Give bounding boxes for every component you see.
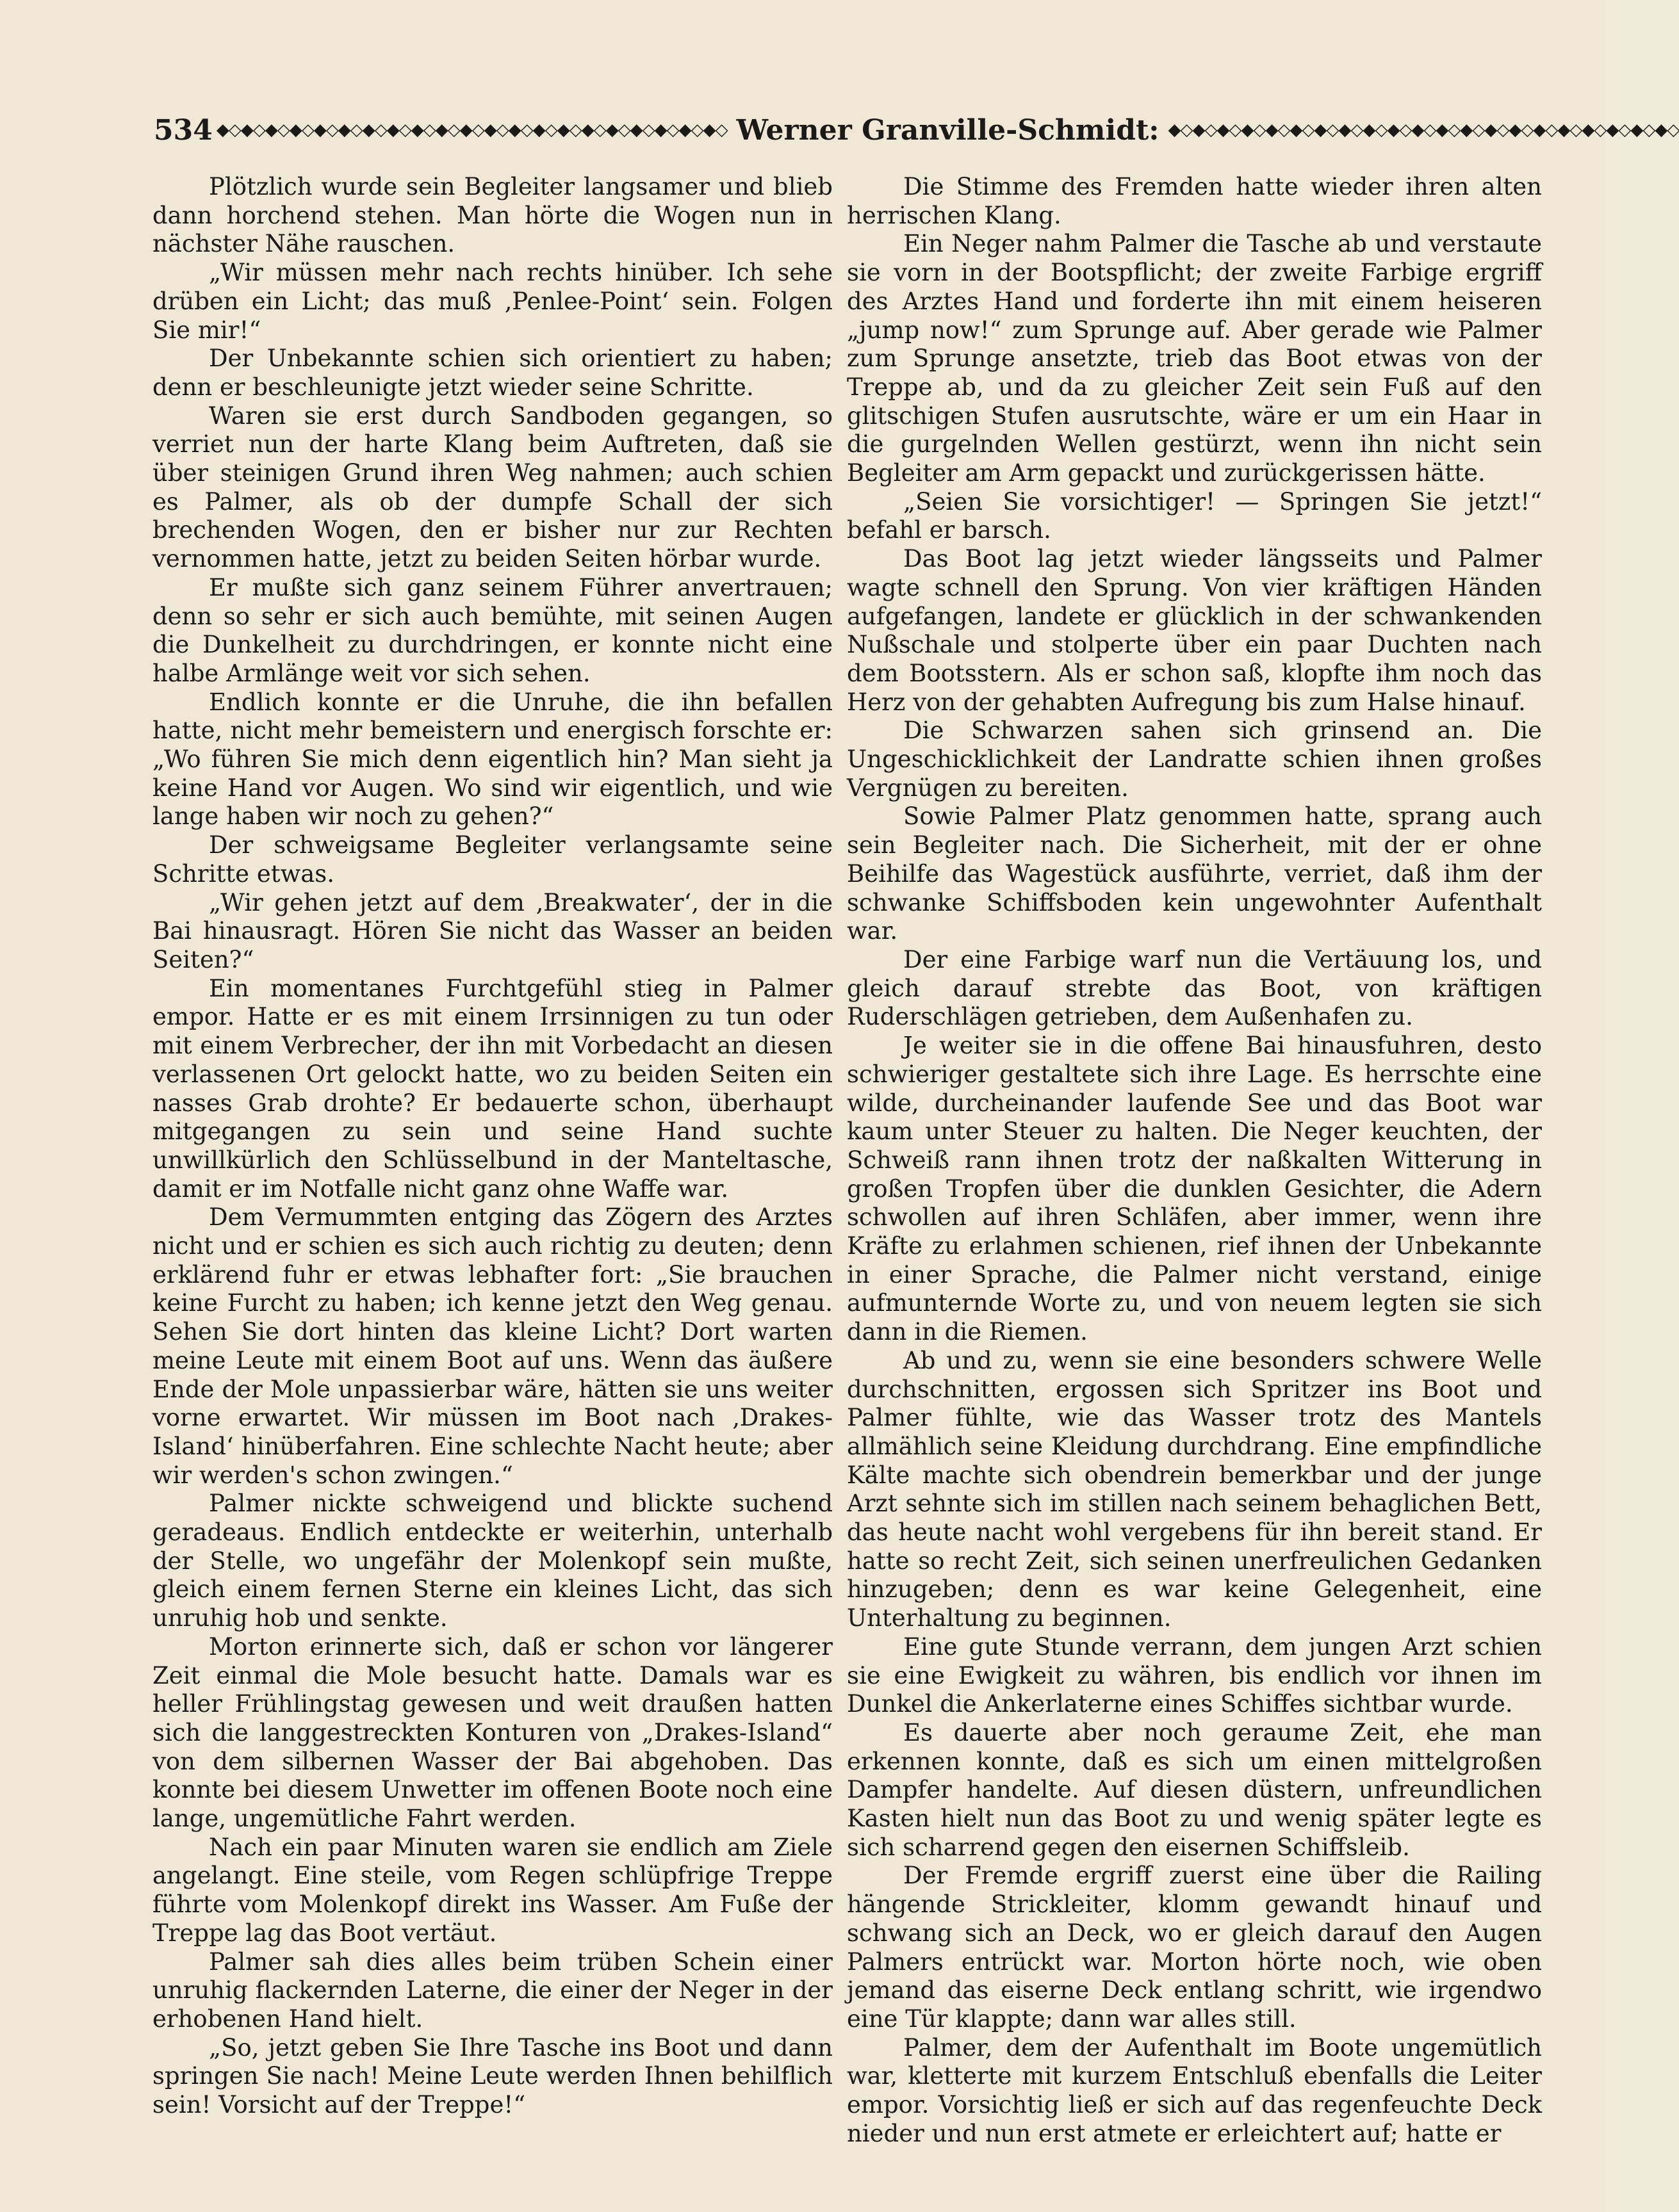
paragraph: Morton erinnerte sich, daß er schon vor längerer Zeit einmal die Mole besucht hatte. Damals war es heller Frühlingstag gewesen und weit draußen hatten sich die langgestreckten Konturen von „Drakes-Island“ von dem silbernen Wasser der Bai abgehoben. Das konnte bei diesem Unwetter im offenen Boote noch eine lange, ungemütliche Fahrt werden. [152,1632,833,1833]
paragraph: Palmer sah dies alles beim trüben Schein einer unruhig flackernden Laterne, die einer der Neger in der erhobenen Hand hielt. [152,1948,833,2033]
paragraph: Ab und zu, wenn sie eine besonders schwere Welle durchschnitten, ergossen sich Spritzer ins Boot und Palmer fühlte, wie das Wasser trotz des Mantels allmählich seine Kleidung durchdrang. Eine empfindliche Kälte machte sich obendrein bemerkbar und der junge Arzt sehnte sich im stillen nach seinem behaglichen Bett, das heute nacht wohl vergebens für ihn bereit stand. Er hatte so recht Zeit, sich seinen unerfreulichen Gedanken hinzugeben; denn es war keine Gelegenheit, eine Unterhaltung zu beginnen. [847,1346,1542,1632]
paragraph: Nach ein paar Minuten waren sie endlich am Ziele angelangt. Eine steile, vom Regen schlüpfrige Treppe führte vom Molenkopf direkt ins Wasser. Am Fuße der Treppe lag das Boot vertäut. [152,1833,833,1947]
paragraph: Waren sie erst durch Sandboden gegangen, so verriet nun der harte Klang beim Auftreten, daß sie über steinigen Grund ihren Weg nahmen; auch schien es Palmer, als ob der dumpfe Schall der sich brechenden Wogen, den er bisher nur zur Rechten vernommen hatte, jetzt zu beiden Seiten hörbar wurde. [152,402,833,573]
paragraph: Der Unbekannte schien sich orientiert zu haben; denn er beschleunigte jetzt wieder seine Schritte. [152,345,833,401]
paragraph: Er mußte sich ganz seinem Führer anvertrauen; denn so sehr er sich auch bemühte, mit seinen Augen die Dunkelheit zu durchdringen, er konnte nicht eine halbe Armlänge weit vor sich sehen. [152,573,833,687]
paragraph: Der schweigsame Begleiter verlangsamte seine Schritte etwas. [152,831,833,888]
paragraph: Plötzlich wurde sein Begleiter langsamer und blieb dann horchend stehen. Man hörte die Wogen nun in nächster Nähe rauschen. [152,173,833,258]
paragraph: Es dauerte aber noch geraume Zeit, ehe man erkennen konnte, daß es sich um einen mittelgroßen Dampfer handelte. Auf diesen düstern, unfreundlichen Kasten hielt nun das Boot zu und wenig später legte es sich scharrend gegen den eisernen Schiffsleib. [847,1718,1542,1861]
paragraph: Palmer, dem der Aufenthalt im Boote ungemütlich war, kletterte mit kurzem Entschluß ebenfalls die Leiter empor. Vorsichtig ließ er sich auf das regenfeuchte Deck nieder und nun erst atmete er erleichtert auf; hatte er [847,2033,1542,2147]
paragraph: Eine gute Stunde verrann, dem jungen Arzt schien sie eine Ewigkeit zu währen, bis endlich vor ihnen im Dunkel die Ankerlaterne eines Schiffes sichtbar wurde. [847,1632,1542,1718]
paragraph: „Seien Sie vorsichtiger! — Springen Sie jetzt!“ befahl er barsch. [847,487,1542,544]
paragraph: Ein momentanes Furchtgefühl stieg in Palmer empor. Hatte er es mit einem Irrsinnigen zu tun oder mit einem Verbrecher, der ihn mit Vorbedacht an diesen verlassenen Ort gelockt hatte, wo zu beiden Seiten ein nasses Grab drohte? Er bedauerte schon, überhaupt mitgegangen zu sein und seine Hand suchte unwillkürlich den Schlüsselbund in der Manteltasche, damit er im Notfalle nicht ganz ohne Waffe war. [152,974,833,1203]
paragraph: Das Boot lag jetzt wieder längsseits und Palmer wagte schnell den Sprung. Von vier kräftigen Händen aufgefangen, landete er glücklich in der schwankenden Nußschale und stolperte über ein paar Duchten nach dem Bootsstern. Als er schon saß, klopfte ihm noch das Herz von der gehabten Aufregung bis zum Halse hinauf. [847,545,1542,716]
paragraph: Die Stimme des Fremden hatte wieder ihren alten herrischen Klang. [847,173,1542,229]
paragraph: Palmer nickte schweigend und blickte suchend geradeaus. Endlich entdeckte er weiterhin, unterhalb der Stelle, wo ungefähr der Molenkopf sein mußte, gleich einem fernen Sterne ein kleines Licht, das sich unruhig hob und senkte. [152,1490,833,1632]
paragraph: Dem Vermummten entging das Zögern des Arztes nicht und er schien es sich auch richtig zu deuten; denn erklärend fuhr er etwas lebhafter fort: „Sie brauchen keine Furcht zu haben; ich kenne jetzt den Weg genau. Sehen Sie dort hinten das kleine Licht? Dort warten meine Leute mit einem Boot auf uns. Wenn das äußere Ende der Mole unpassierbar wäre, hätten sie uns weiter vorne erwartet. Wir müssen im Boot nach ‚Drakes-Island‘ hinüberfahren. Eine schlechte Nacht heute; aber wir werden's schon zwingen.“ [152,1203,833,1489]
page-header [154,109,1679,151]
ornament-rule-right: ◆◇◆◇◆◇◆◇◆◇◆◇◆◇◆◇◆◇◆◇◆◇◆◇◆◇◆◇◆◇◆◇◆◇◆◇◆◇◆◇◆◇ [1168,120,1679,140]
left-column [152,173,833,2190]
paragraph: „Wir gehen jetzt auf dem ‚Breakwater‘, der in die Bai hinausragt. Hören Sie nicht das Wasser an beiden Seiten?“ [152,888,833,973]
paragraph: Der Fremde ergriff zuerst eine über die Railing hängende Strickleiter, klomm gewandt hinauf und schwang sich an Deck, wo er gleich darauf den Augen Palmers entrückt war. Morton hörte noch, wie oben jemand das eiserne Deck entlang schritt, wie irgendwo eine Tür klappte; dann war alles still. [847,1862,1542,2033]
running-head: Werner Granville-Schmidt: [736,113,1159,147]
paragraph: Der eine Farbige warf nun die Vertäuung los, und gleich darauf strebte das Boot, von kräftigen Ruderschlägen getrieben, dem Außenhafen zu. [847,945,1542,1031]
paragraph: „So, jetzt geben Sie Ihre Tasche ins Boot und dann springen Sie nach! Meine Leute werden Ihnen behilflich sein! Vorsicht auf der Treppe!“ [152,2033,833,2119]
page-number: 534 [154,113,213,147]
right-column [847,173,1542,2190]
paragraph: Ein Neger nahm Palmer die Tasche ab und verstaute sie vorn in der Bootspflicht; der zweite Farbige ergriff des Arztes Hand und forderte ihn mit einem heiseren „jump now!“ zum Sprunge auf. Aber gerade wie Palmer zum Sprunge ansetzte, trieb das Boot etwas von der Treppe ab, und da zu gleicher Zeit sein Fuß auf den glitschigen Stufen ausrutschte, wäre er um ein Haar in die gurgelnden Wellen gestürzt, wenn ihn nicht sein Begleiter am Arm gepackt und zurückgerissen hätte. [847,230,1542,487]
paragraph: Je weiter sie in die offene Bai hinausfuhren, desto schwieriger gestaltete sich ihre Lage. Es herrschte eine wilde, durcheinander laufende See und das Boot war kaum unter Steuer zu halten. Die Neger keuchten, der Schweiß rann ihnen trotz der naßkalten Witterung in großen Tropfen über die dunklen Gesichter, die Adern schwollen auf ihren Schläfen, aber immer, wenn ihre Kräfte zu erlahmen schienen, rief ihnen der Unbekannte in einer Sprache, die Palmer nicht verstand, einige aufmunternde Worte zu, und von neuem legten sie sich dann in die Riemen. [847,1032,1542,1346]
ornament-rule-left: ◆◇◆◇◆◇◆◇◆◇◆◇◆◇◆◇◆◇◆◇◆◇◆◇◆◇◆◇◆◇◆◇◆◇◆◇◆◇◆◇◆◇ [216,120,728,140]
paragraph: Die Schwarzen sahen sich grinsend an. Die Ungeschicklichkeit der Landratte schien ihnen großes Vergnügen zu bereiten. [847,717,1542,802]
paragraph: „Wir müssen mehr nach rechts hinüber. Ich sehe drüben ein Licht; das muß ‚Penlee-Point‘ sein. Folgen Sie mir!“ [152,259,833,344]
paragraph: Endlich konnte er die Unruhe, die ihn befallen hatte, nicht mehr bemeistern und energisch forschte er: „Wo führen Sie mich denn eigentlich hin? Man sieht ja keine Hand vor Augen. Wo sind wir eigentlich, und wie lange haben wir noch zu gehen?“ [152,688,833,831]
paragraph: Sowie Palmer Platz genommen hatte, sprang auch sein Begleiter nach. Die Sicherheit, mit der er ohne Beihilfe das Wagestück ausführte, verriet, daß ihm der schwanke Schiffsboden kein ungewohnter Aufenthalt war. [847,802,1542,945]
